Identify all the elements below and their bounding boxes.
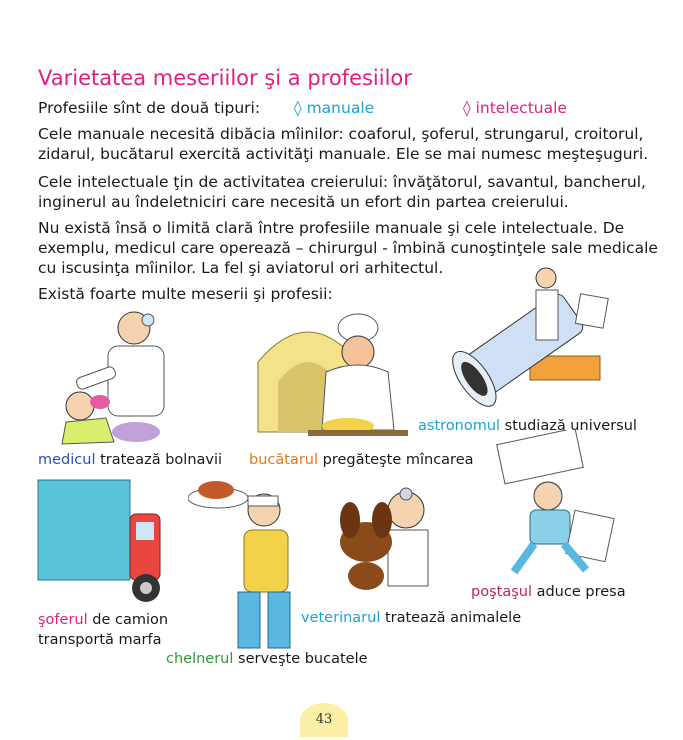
types-lead: Profesiile sînt de două tipuri: xyxy=(38,99,261,117)
caption-driver-line2: transportă marfa xyxy=(38,632,162,648)
caption-waiter-job: chelnerul xyxy=(166,651,234,667)
caption-doctor-text: tratează bolnavii xyxy=(95,452,223,468)
caption-vet-text: tratează animalele xyxy=(380,610,522,626)
caption-doctor xyxy=(38,452,222,468)
type-manual: ◊ manuale xyxy=(294,99,375,117)
waiter-illustration xyxy=(188,468,308,654)
caption-cook-job: bucătarul xyxy=(249,452,319,468)
caption-postman xyxy=(471,584,626,600)
profession-types-line xyxy=(38,98,658,118)
cook-illustration xyxy=(248,302,413,448)
paragraph-mixed: Nu există însă o limită clară între profesiile manuale şi cele intelectuale. De exemplu, medicul care operează – chirurgul - îmbină cunoştinţele sale medicale cu iscusinţa mîinilor. La fel şi aviatorul ori arhitectul. xyxy=(38,219,658,277)
caption-vet xyxy=(301,610,521,626)
caption-doctor-job: medicul xyxy=(38,452,96,468)
caption-astronomer-text: studiază universul xyxy=(500,418,637,434)
postman-illustration xyxy=(490,430,630,580)
paragraph-intellectual: Cele intelectuale ţin de activitatea creierului: învăţătorul, savantul, bancherul, inginerul au îndeletniciri care necesită un efort din partea creierului. xyxy=(38,173,646,211)
page-title: Varietatea meseriilor şi a profesiilor xyxy=(38,66,412,90)
caption-postman-job: poştaşul xyxy=(471,584,532,600)
paragraph-manual: Cele manuale necesită dibăcia mîinilor: coaforul, şoferul, strungarul, croitorul, zidarul, bucătarul exercită activităţi manuale. Ele se mai numesc meşteşuguri. xyxy=(38,125,649,163)
caption-cook xyxy=(249,452,474,468)
caption-astronomer xyxy=(418,418,637,434)
caption-waiter-text: serveşte bucatele xyxy=(233,651,368,667)
paragraph-intro-images: Există foarte multe meserii şi profesii: xyxy=(38,285,333,303)
vet-illustration xyxy=(326,480,446,598)
caption-postman-text: aduce presa xyxy=(531,584,626,600)
caption-driver xyxy=(38,610,168,650)
caption-driver-job: şoferul xyxy=(38,612,88,628)
type-intellectual: ◊ intelectuale xyxy=(463,99,567,117)
caption-cook-text: pregăteşte mîncarea xyxy=(318,452,474,468)
caption-waiter xyxy=(166,651,368,667)
astronomer-illustration xyxy=(440,260,640,420)
caption-vet-job: veterinarul xyxy=(301,610,381,626)
truck-illustration xyxy=(36,474,166,610)
page-number: 43 xyxy=(300,703,348,737)
caption-astronomer-job: astronomul xyxy=(418,418,501,434)
doctor-illustration xyxy=(36,302,206,450)
caption-driver-text: de camion xyxy=(87,612,169,628)
